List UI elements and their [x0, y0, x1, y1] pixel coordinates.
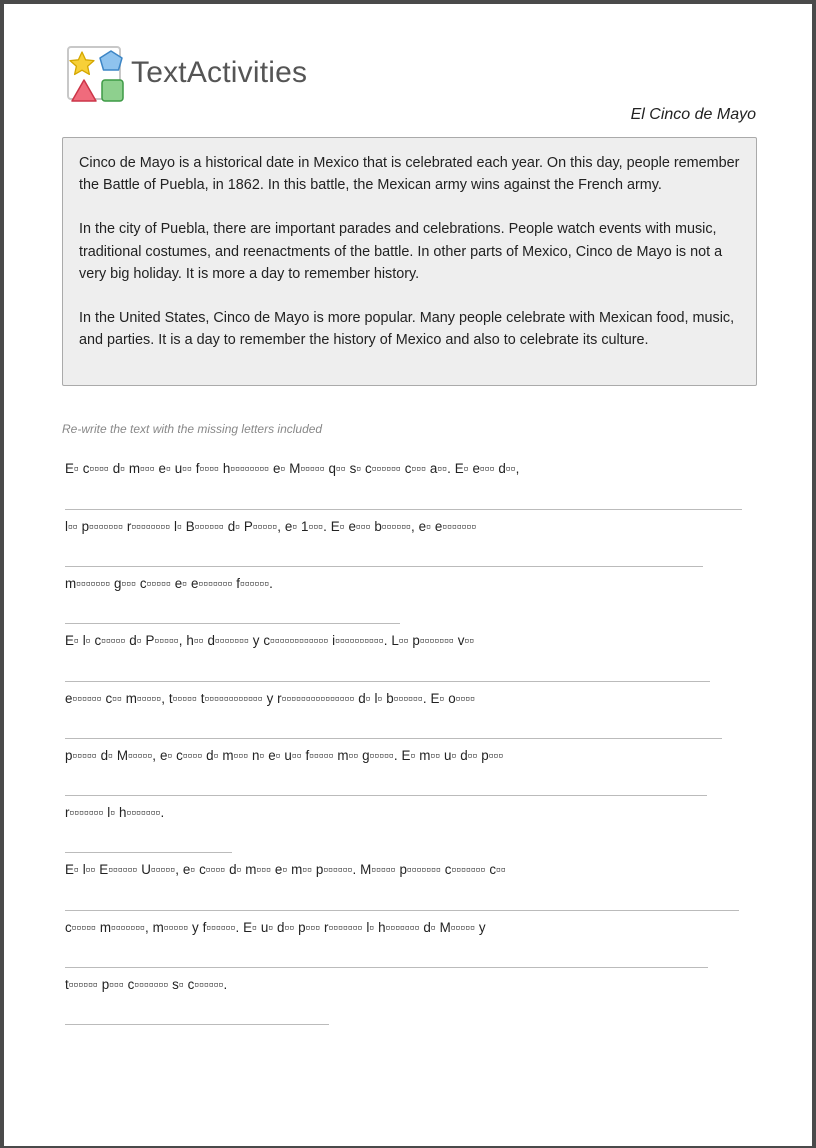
answer-line[interactable] — [65, 566, 703, 567]
exercise-instruction: Re-write the text with the missing letters included — [62, 422, 323, 436]
exercise-line: e▫▫▫▫▫▫ c▫▫ m▫▫▫▫▫, t▫▫▫▫▫ t▫▫▫▫▫▫▫▫▫▫▫▫ y r▫▫▫▫▫▫▫▫▫▫▫▫▫▫▫ d▫ l▫ b▫▫▫▫▫▫. E▫ o▫▫▫▫ — [65, 691, 476, 706]
exercise-line: p▫▫▫▫▫ d▫ M▫▫▫▫▫, e▫ c▫▫▫▫ d▫ m▫▫▫ n▫ e▫ u▫▫ f▫▫▫▫▫ m▫▫ g▫▫▫▫▫. E▫ m▫▫ u▫ d▫▫ p▫▫▫ — [65, 748, 504, 763]
answer-line[interactable] — [65, 509, 742, 510]
passage-paragraph: Cinco de Mayo is a historical date in Mexico that is celebrated each year. On this day, people remember the Battle of Puebla, in 1862. In this battle, the Mexican army wins against the French army. — [79, 155, 740, 194]
worksheet-page — [4, 4, 812, 1146]
brand-name: TextActivities — [131, 56, 308, 89]
exercise-line: E▫ l▫ c▫▫▫▫▫ d▫ P▫▫▫▫▫, h▫▫ d▫▫▫▫▫▫▫ y c▫▫▫▫▫▫▫▫▫▫▫▫ i▫▫▫▫▫▫▫▫▫▫. L▫▫ p▫▫▫▫▫▫▫ v▫▫ — [65, 633, 475, 648]
answer-line[interactable] — [65, 967, 708, 968]
exercise-line: r▫▫▫▫▫▫▫ l▫ h▫▫▫▫▫▫▫. — [65, 805, 165, 820]
logo-square-icon — [102, 80, 123, 101]
answer-line[interactable] — [65, 795, 707, 796]
passage-paragraph: In the city of Puebla, there are important parades and celebrations. People watch events with music, traditional costumes, and reenactments of the battle. In other parts of Mexico, Cinco de Mayo is not a very big holiday. It is more a day to remember history. — [79, 221, 723, 282]
answer-line[interactable] — [65, 910, 739, 911]
reading-passage — [62, 137, 757, 386]
exercise-line: t▫▫▫▫▫▫ p▫▫▫ c▫▫▫▫▫▫▫ s▫ c▫▫▫▫▫▫. — [65, 977, 228, 992]
answer-line[interactable] — [65, 681, 710, 682]
answer-line[interactable] — [65, 738, 722, 739]
document-title: El Cinco de Mayo — [630, 106, 756, 123]
exercise-line: E▫ l▫▫ E▫▫▫▫▫▫ U▫▫▫▫▫, e▫ c▫▫▫▫ d▫ m▫▫▫ e▫ m▫▫ p▫▫▫▫▫▫. M▫▫▫▫▫ p▫▫▫▫▫▫▫ c▫▫▫▫▫▫▫ c▫▫ — [65, 862, 506, 877]
answer-line[interactable] — [65, 1024, 329, 1025]
passage-paragraph: In the United States, Cinco de Mayo is more popular. Many people celebrate with Mexican food, music, and parties. It is a day to remember the history of Mexico and also to celebrate its culture. — [79, 310, 735, 349]
exercise-line: E▫ c▫▫▫▫ d▫ m▫▫▫ e▫ u▫▫ f▫▫▫▫ h▫▫▫▫▫▫▫▫ e▫ M▫▫▫▫▫ q▫▫ s▫ c▫▫▫▫▫▫ c▫▫▫ a▫▫. E▫ e▫▫▫ d▫▫, — [65, 461, 520, 476]
answer-line[interactable] — [65, 852, 232, 853]
textactivities-logo — [65, 44, 129, 106]
exercise-line: m▫▫▫▫▫▫▫ g▫▫▫ c▫▫▫▫▫ e▫ e▫▫▫▫▫▫▫ f▫▫▫▫▫▫. — [65, 576, 273, 591]
exercise-line: l▫▫ p▫▫▫▫▫▫▫ r▫▫▫▫▫▫▫▫ l▫ B▫▫▫▫▫▫ d▫ P▫▫▫▫▫, e▫ 1▫▫▫. E▫ e▫▫▫ b▫▫▫▫▫▫, e▫ e▫▫▫▫▫▫▫ — [65, 519, 477, 534]
exercise-line: c▫▫▫▫▫ m▫▫▫▫▫▫▫, m▫▫▫▫▫ y f▫▫▫▫▫▫. E▫ u▫ d▫▫ p▫▫▫ r▫▫▫▫▫▫▫ l▫ h▫▫▫▫▫▫▫ d▫ M▫▫▫▫▫ y — [65, 920, 486, 935]
answer-line[interactable] — [65, 623, 400, 624]
